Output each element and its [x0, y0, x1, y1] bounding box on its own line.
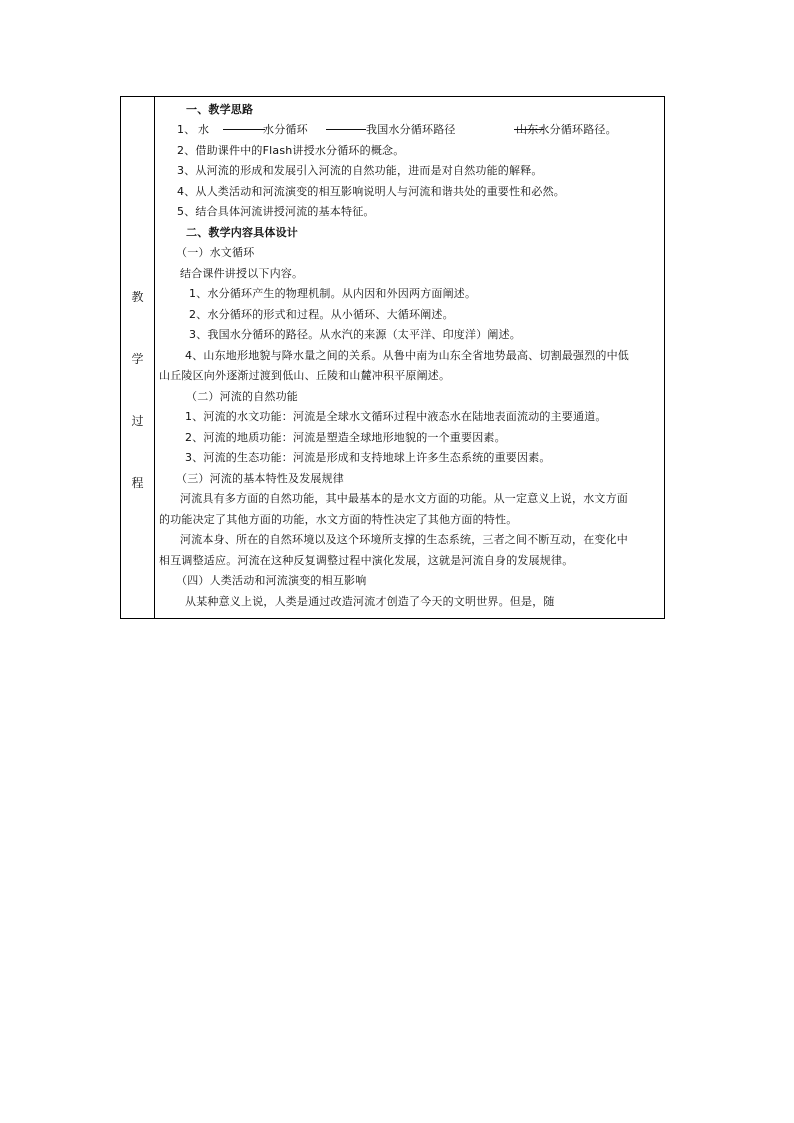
cycle-item-4: 4、山东地形地貌与降水量之间的关系。从鲁中南为山东全省地势最高、切割最强烈的中低 — [185, 349, 629, 362]
function-item-3: 3、河流的生态功能：河流是形成和支持地球上许多生态系统的重要因素。 — [185, 451, 551, 464]
approach-item-2: 2、借助课件中的Flash讲授水分循环的概念。 — [177, 144, 405, 157]
path-node-shandong-cycle: 山东水分循环路径。 — [516, 123, 617, 136]
subheading-river-functions: （二）河流的自然功能 — [186, 390, 298, 403]
paragraph-1-continued: 的功能决定了其他方面的功能，水文方面的特性决定了其他方面的特性。 — [159, 513, 518, 526]
cycle-item-3: 3、我国水分循环的路径。从水汽的来源（太平洋、印度洋）阐述。 — [189, 328, 521, 341]
subheading-human-river-interaction: （四）人类活动和河流演变的相互影响 — [176, 574, 367, 587]
path-node-water-cycle: 水分循环 — [263, 123, 308, 136]
arrow-line — [223, 129, 265, 130]
paragraph-1: 河流具有多方面的自然功能，其中最基本的是水文方面的功能。从一定意义上说，水文方面 — [180, 492, 628, 505]
subheading-river-characteristics: （三）河流的基本特性及发展规律 — [176, 472, 344, 485]
function-item-1: 1、河流的水文功能：河流是全球水文循环过程中液态水在陆地表面流动的主要通道。 — [185, 410, 607, 423]
path-node-china-cycle: 我国水分循环路径 — [366, 123, 456, 136]
side-label-column — [121, 97, 155, 618]
approach-item-4: 4、从人类活动和河流演变的相互影响说明人与河流和谐共处的重要性和必然。 — [177, 185, 565, 198]
side-label-char: 程 — [131, 476, 144, 490]
cycle-item-1: 1、水分循环产生的物理机制。从内因和外因两方面阐述。 — [189, 287, 477, 300]
section-title-content-design: 二、教学内容具体设计 — [186, 226, 298, 239]
paragraph-3: 从某种意义上说，人类是通过改造河流才创造了今天的文明世界。但是，随 — [185, 595, 555, 608]
path-node-water: 水 — [198, 123, 210, 136]
content-cell — [156, 97, 664, 618]
function-item-2: 2、河流的地质功能：河流是塑造全球地形地貌的一个重要因素。 — [185, 431, 506, 444]
lesson-table — [120, 96, 665, 619]
item-number: 1、 — [177, 123, 196, 136]
cycle-item-2: 2、水分循环的形式和过程。从小循环、大循环阐述。 — [189, 308, 454, 321]
side-label-char: 过 — [131, 414, 144, 428]
side-label-char: 学 — [131, 352, 144, 366]
side-label-char: 教 — [131, 290, 144, 304]
paragraph-2-continued: 相互调整适应。河流在这种反复调整过程中演化发展，这就是河流自身的发展规律。 — [159, 554, 574, 567]
subsection-intro: 结合课件讲授以下内容。 — [180, 267, 304, 280]
section-title-teaching-approach: 一、教学思路 — [186, 103, 254, 116]
arrow-line — [326, 129, 366, 130]
approach-item-5: 5、结合具体河流讲授河流的基本特征。 — [177, 205, 375, 218]
approach-item-3: 3、从河流的形成和发展引入河流的自然功能，进而是对自然功能的解释。 — [177, 164, 543, 177]
cycle-item-4-continued: 山丘陵区向外逐渐过渡到低山、丘陵和山麓冲积平原阐述。 — [159, 369, 451, 382]
subheading-hydrologic-cycle: （一）水文循环 — [176, 246, 255, 259]
paragraph-2: 河流本身、所在的自然环境以及这个环境所支撑的生态系统，三者之间不断互动，在变化中 — [180, 533, 628, 546]
